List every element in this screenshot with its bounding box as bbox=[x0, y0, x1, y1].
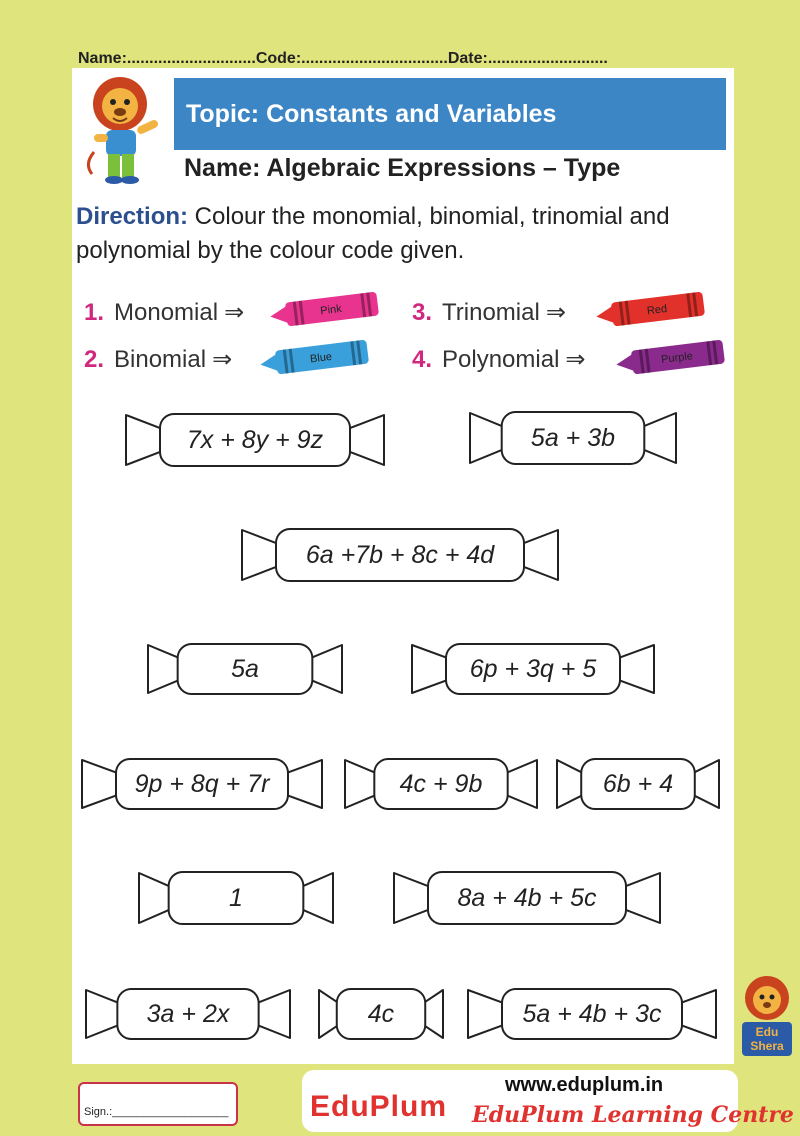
candy-expression[interactable]: 6b + 4 bbox=[555, 757, 721, 811]
candy-expression[interactable]: 4c + 9b bbox=[343, 757, 539, 811]
candy-expression[interactable]: 1 bbox=[137, 870, 335, 926]
candy-expression[interactable]: 5a bbox=[146, 642, 344, 696]
crayon-purple-icon bbox=[612, 338, 728, 383]
header-fields: Name:.............................Code:.................................Date:........................... bbox=[78, 50, 608, 67]
candy-expression[interactable]: 6p + 3q + 5 bbox=[410, 642, 656, 696]
crayon-label: Pink bbox=[319, 302, 343, 318]
direction-body: Colour the monomial, binomial, trinomial and polynomial by the colour code given. bbox=[76, 203, 670, 264]
side-logo-line2: Shera bbox=[750, 1039, 784, 1053]
crayon-label: Purple bbox=[660, 350, 694, 367]
code-item-monomial: 1. Monomial ⇒ bbox=[84, 298, 245, 326]
crayon-label: Blue bbox=[309, 350, 333, 366]
sign-field[interactable]: Sign.:___________________ bbox=[78, 1082, 238, 1126]
candy-expression[interactable]: 3a + 2x bbox=[84, 987, 292, 1041]
code-item-binomial: 2. Binomial ⇒ bbox=[84, 345, 233, 373]
code-item-polynomial: 4. Polynomial ⇒ bbox=[412, 345, 586, 373]
direction-text bbox=[76, 200, 716, 268]
candy-expression[interactable]: 9p + 8q + 7r bbox=[80, 757, 324, 811]
code-item-trinomial: 3. Trinomial ⇒ bbox=[412, 298, 566, 326]
website-link[interactable]: www.eduplum.in bbox=[505, 1074, 664, 1096]
crayon-red-icon bbox=[592, 290, 708, 335]
crayon-blue-icon bbox=[256, 338, 372, 383]
lion-mascot-icon bbox=[80, 74, 172, 188]
edushera-logo-icon bbox=[736, 972, 798, 1062]
learning-centre-name: EduPlum Learning Centre bbox=[472, 1102, 794, 1128]
candy-expression[interactable]: 8a + 4b + 5c bbox=[392, 870, 662, 926]
crayon-label: Red bbox=[646, 302, 668, 318]
candy-expression[interactable]: 6a +7b + 8c + 4d bbox=[240, 527, 560, 583]
direction-label: Direction: bbox=[76, 203, 189, 230]
candy-expression[interactable]: 5a + 4b + 3c bbox=[466, 987, 718, 1041]
crayon-pink-icon bbox=[266, 290, 382, 335]
candy-expression[interactable]: 4c bbox=[317, 987, 445, 1041]
worksheet-title: Name: Algebraic Expressions – Type bbox=[184, 154, 621, 182]
eduplum-logo: EduPlum bbox=[310, 1090, 448, 1123]
topic-banner: Topic: Constants and Variables bbox=[174, 78, 726, 150]
side-logo-line1: Edu bbox=[755, 1025, 779, 1039]
candy-expression[interactable]: 7x + 8y + 9z bbox=[124, 412, 386, 468]
candy-expression[interactable]: 5a + 3b bbox=[468, 410, 678, 466]
